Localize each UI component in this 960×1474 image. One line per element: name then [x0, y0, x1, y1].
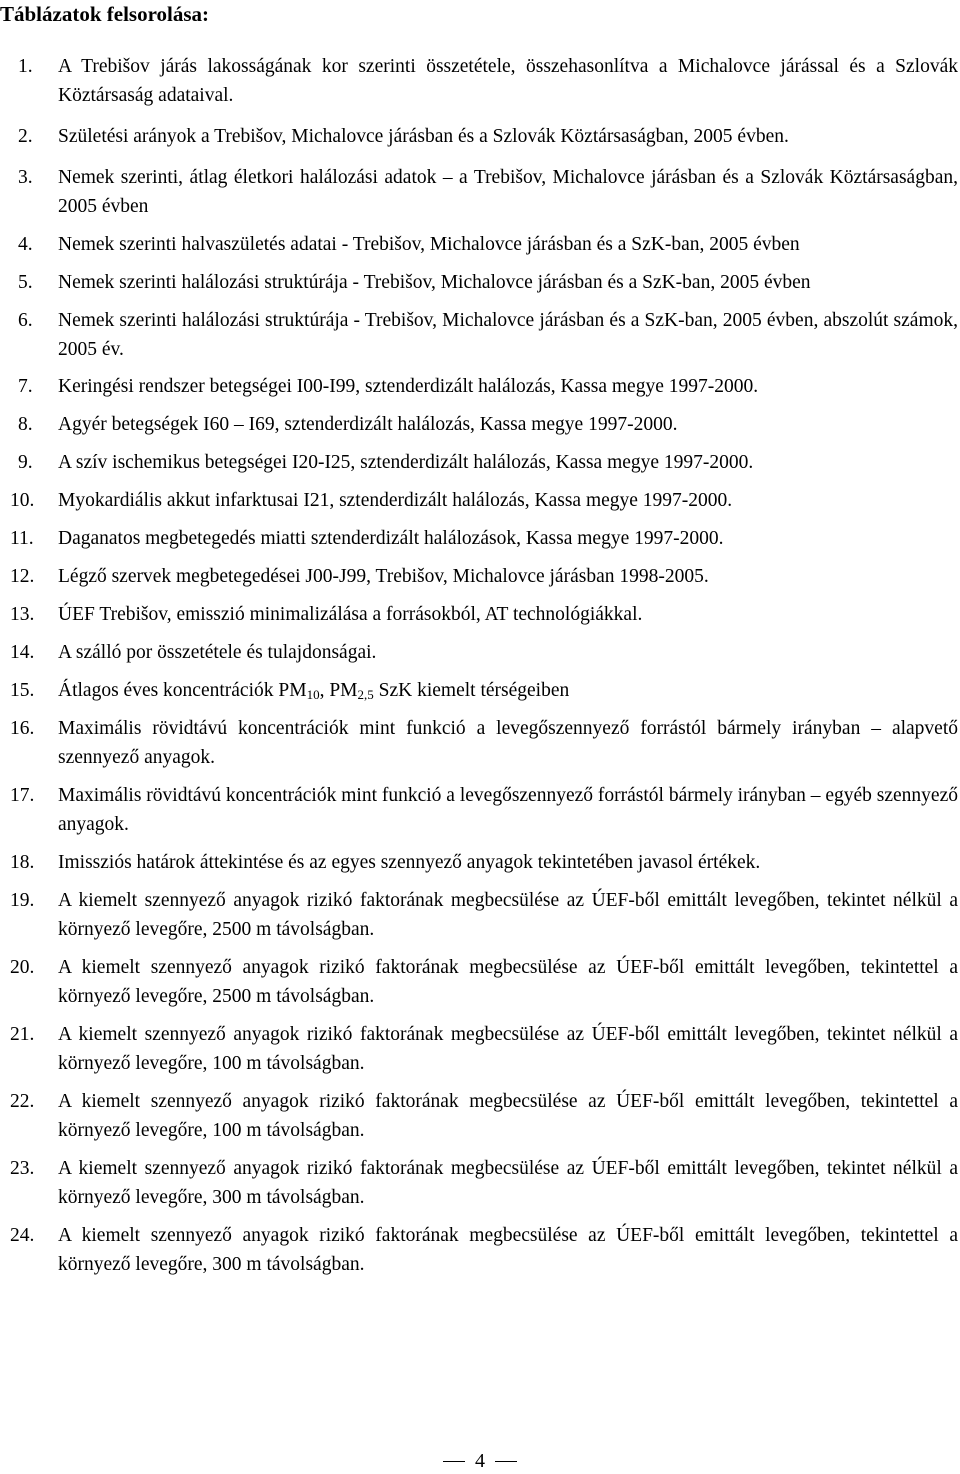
list-item	[0, 122, 958, 151]
list-item-text: Nemek szerinti halálozási struktúrája - Trebišov, Michalovce járásban és a SzK-ban, 2005 évben	[58, 272, 811, 293]
list-item-text: A szálló por összetétele és tulajdonságai.	[58, 642, 377, 663]
list-item	[0, 562, 958, 591]
list-item-text: Keringési rendszer betegségei I00-I99, sztenderdizált halálozás, Kassa megye 1997-2000.	[58, 376, 759, 397]
list-item-number: 8.	[18, 414, 33, 435]
list-item-text: A kiemelt szennyező anyagok rizikó faktorának megbecsülése az ÚEF-ből emittált levegőben, tekintet nélkül a környező levegőre, 2500 m távolságban.	[58, 890, 958, 940]
list-item	[0, 886, 958, 944]
list-item	[0, 306, 958, 364]
list-item-text	[58, 676, 958, 705]
list-item-text: A kiemelt szennyező anyagok rizikó faktorának megbecsülése az ÚEF-ből emittált levegőben, tekintet nélkül a környező levegőre, 300 m távolságban.	[58, 1158, 958, 1208]
list-item-text: A kiemelt szennyező anyagok rizikó faktorának megbecsülése az ÚEF-ből emittált levegőben, tekintettel a környező levegőre, 300 m távolságban.	[58, 1225, 958, 1275]
list-item-number: 13.	[10, 604, 35, 625]
list-item-number: 23.	[10, 1158, 35, 1179]
page-number: 4	[475, 1450, 485, 1472]
list-item	[0, 600, 958, 629]
list-item-number: 10.	[10, 490, 35, 511]
list-item	[0, 410, 958, 439]
list-item-text: Nemek szerinti, átlag életkori halálozási adatok – a Trebišov, Michalovce járásban és a Szlovák Köztársaságban, 2005 évben	[58, 167, 958, 217]
list-item-text-part: Átlagos éves koncentrációk PM	[58, 680, 307, 701]
list-item-number: 7.	[18, 376, 33, 397]
list-item-text: Maximális rövidtávú koncentrációk mint funkció a levegőszennyező forrástól bármely irányban – egyéb szennyező anyagok.	[58, 785, 958, 835]
list-item-number: 11.	[10, 528, 34, 549]
subscript: 10	[306, 687, 320, 702]
page-title: Táblázatok felsorolása:	[0, 2, 210, 26]
list-item	[0, 714, 958, 772]
list-item	[0, 268, 958, 297]
list-item	[0, 230, 958, 259]
list-item-text-part: , PM	[319, 680, 358, 701]
list-item-text: ÚEF Trebišov, emisszió minimalizálása a forrásokból, AT technológiákkal.	[58, 604, 643, 625]
list-item-text: Daganatos megbetegedés miatti sztenderdizált halálozások, Kassa megye 1997-2000.	[58, 528, 724, 549]
list-item	[0, 676, 958, 705]
list-item-text-part: SzK kiemelt térségeiben	[373, 680, 570, 701]
list-item-number: 2.	[18, 126, 33, 147]
list-item	[0, 486, 958, 515]
list-item-text: Nemek szerinti halálozási struktúrája - Trebišov, Michalovce járásban és a SzK-ban, 2005 évben, abszolút számok, 2005 év.	[58, 310, 958, 360]
list-item-number: 18.	[10, 852, 35, 873]
list-item-text: Imissziós határok áttekintése és az egyes szennyező anyagok tekintetében javasol értékek.	[58, 852, 761, 873]
list-item	[0, 524, 958, 553]
list-item-number: 14.	[10, 642, 35, 663]
subscript: 2,5	[357, 687, 374, 702]
list-item	[0, 638, 958, 667]
page-footer	[0, 1448, 960, 1474]
list-item	[0, 953, 958, 1011]
list-item-text: Agyér betegségek I60 – I69, sztenderdizált halálozás, Kassa megye 1997-2000.	[58, 414, 678, 435]
list-item	[0, 781, 958, 839]
list-item	[0, 448, 958, 477]
list-item-number: 5.	[18, 272, 33, 293]
list-item	[0, 1020, 958, 1078]
list-item	[0, 1154, 958, 1212]
table-list	[0, 52, 958, 1279]
list-item-number: 4.	[18, 234, 33, 255]
list-item-text: Nemek szerinti halvaszületés adatai - Trebišov, Michalovce járásban és a SzK-ban, 2005 évben	[58, 234, 800, 255]
footer-dash-left	[443, 1461, 465, 1462]
list-item	[0, 1221, 958, 1279]
list-item-text: A Trebišov járás lakosságának kor szerinti összetétele, összehasonlítva a Michalovce járással és a Szlovák Köztársaság adataival.	[58, 56, 958, 106]
list-item-text: Légző szervek megbetegedései J00-J99, Trebišov, Michalovce járásban 1998-2005.	[58, 566, 709, 587]
list-item-number: 6.	[18, 310, 33, 331]
list-item-number: 20.	[10, 957, 35, 978]
list-item-number: 21.	[10, 1024, 35, 1045]
list-item	[0, 1087, 958, 1145]
list-item-number: 1.	[18, 56, 33, 77]
list-item-text: A kiemelt szennyező anyagok rizikó faktorának megbecsülése az ÚEF-ből emittált levegőben, tekintet nélkül a környező levegőre, 100 m távolságban.	[58, 1024, 958, 1074]
list-item	[0, 52, 958, 110]
footer-dash-right	[495, 1461, 517, 1462]
list-item-number: 12.	[10, 566, 35, 587]
list-item-number: 17.	[10, 785, 35, 806]
list-item-number: 22.	[10, 1091, 35, 1112]
list-item-text: A kiemelt szennyező anyagok rizikó faktorának megbecsülése az ÚEF-ből emittált levegőben, tekintettel a környező levegőre, 100 m távolságban.	[58, 1091, 958, 1141]
list-item-text: A szív ischemikus betegségei I20-I25, sztenderdizált halálozás, Kassa megye 1997-2000.	[58, 452, 754, 473]
list-item-number: 19.	[10, 890, 35, 911]
list-item-number: 16.	[10, 718, 35, 739]
list-item-text: Maximális rövidtávú koncentrációk mint funkció a levegőszennyező forrástól bármely irányban – alapvető szennyező anyagok.	[58, 718, 958, 768]
list-item-number: 15.	[10, 680, 35, 701]
list-item	[0, 163, 958, 221]
list-item	[0, 848, 958, 877]
list-item-text: A kiemelt szennyező anyagok rizikó faktorának megbecsülése az ÚEF-ből emittált levegőben, tekintettel a környező levegőre, 2500 m távolságban.	[58, 957, 958, 1007]
list-item	[0, 372, 958, 401]
list-item-text: Myokardiális akkut infarktusai I21, sztenderdizált halálozás, Kassa megye 1997-2000.	[58, 490, 733, 511]
list-item-number: 3.	[18, 167, 33, 188]
list-item-number: 24.	[10, 1225, 35, 1246]
list-item-number: 9.	[18, 452, 33, 473]
list-item-text: Születési arányok a Trebišov, Michalovce járásban és a Szlovák Köztársaságban, 2005 évben.	[58, 126, 789, 147]
